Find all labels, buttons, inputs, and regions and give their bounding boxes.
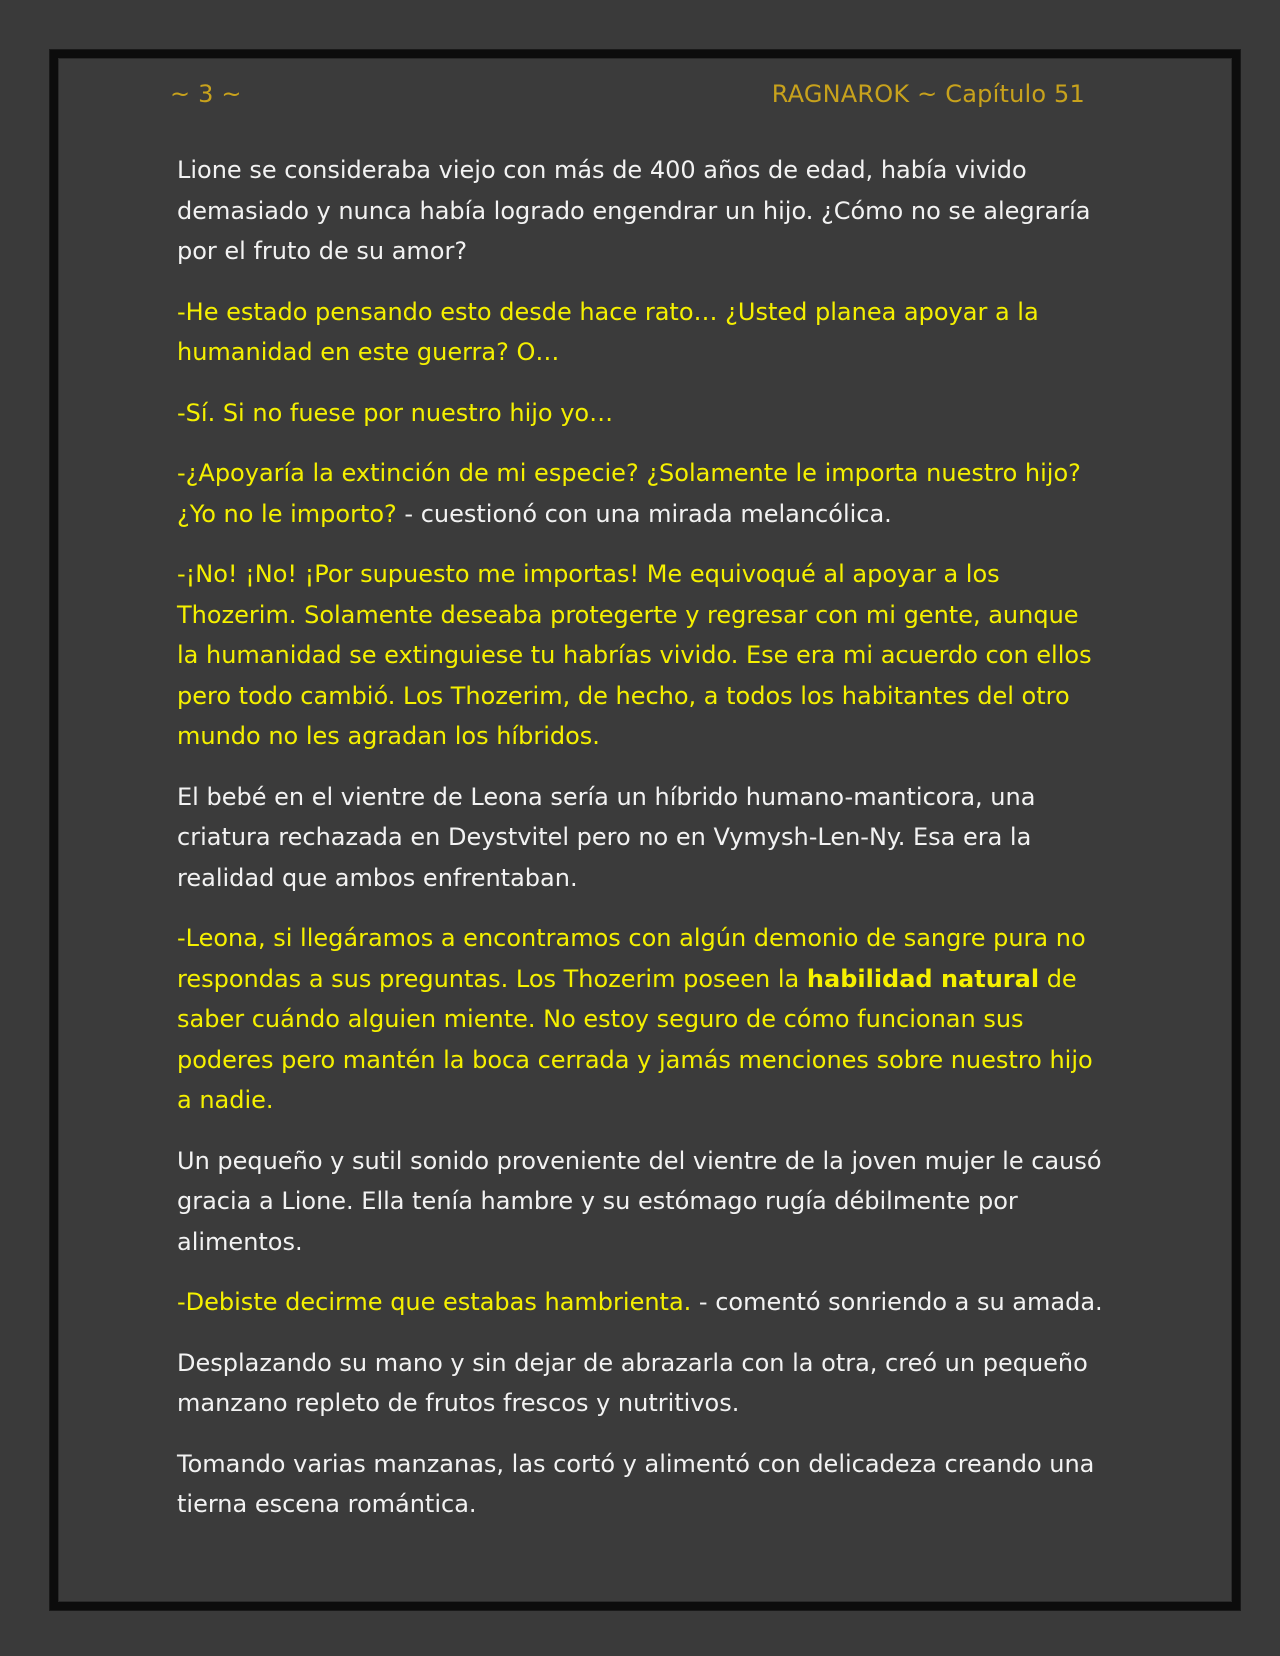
paragraph-narration-3: Un pequeño y sutil sonido proveniente del vientre de la joven mujer le causó gracia a Lione. Ella tenía hambre y su estómago rugía débilmente por alimentos. bbox=[177, 1146, 1102, 1256]
dialogue-text: -¿Apoyaría la extinción de mi especie? ¿Solamente le importa nuestro hijo? ¿Yo no le importo? bbox=[177, 459, 1081, 528]
chapter-title: RAGNAROK ~ Capítulo 51 bbox=[771, 80, 1085, 108]
emphasized-text: habilidad natural bbox=[806, 964, 1040, 993]
dialogue-text: -Leona, si llegáramos a encontramos con algún demonio de sangre pura no respondas a sus preguntas. Los Thozerim poseen la bbox=[177, 924, 1086, 993]
narration-text: - cuestionó con una mirada melancólica. bbox=[396, 499, 892, 528]
dialogue-text: de saber cuándo alguien miente. No estoy seguro de cómo funcionan sus poderes pero mantén la boca cerrada y jamás menciones sobre nuestro hijo a nadie. bbox=[177, 964, 1093, 1114]
page-number: ~ 3 ~ bbox=[170, 80, 242, 108]
paragraph-dialogue-4: -¡No! ¡No! ¡Por supuesto me importas! Me equivoqué al apoyar a los Thozerim. Solamente deseaba protegerte y regresar con mi gente, aunque la humanidad se extinguiese tu habrías vivido. Ese era mi acuerdo con ellos pero todo cambió. Los Thozerim, de hecho, a todos los habitantes del otro mundo no les agradan los híbridos. bbox=[177, 560, 1092, 750]
paragraph-dialogue-2: -Sí. Si no fuese por nuestro hijo yo… bbox=[177, 398, 614, 427]
paragraph-narration-2: El bebé en el vientre de Leona sería un híbrido humano-manticora, una criatura rechazada en Deystvitel pero no en Vymysh-Len-Ny. Esa era la realidad que ambos enfrentaban. bbox=[177, 782, 1036, 892]
paragraph-narration-5: Tomando varias manzanas, las cortó y alimentó con delicadeza creando una tierna escena romántica. bbox=[177, 1449, 1095, 1518]
paragraph-narration-1: Lione se consideraba viejo con más de 400 años de edad, había vivido demasiado y nunca había logrado engendrar un hijo. ¿Cómo no se alegraría por el fruto de su amor? bbox=[177, 156, 1091, 265]
page-header bbox=[170, 76, 1085, 112]
dialogue-text: -Debiste decirme que estabas hambrienta. bbox=[177, 1288, 692, 1316]
paragraph-dialogue-1: -He estado pensando esto desde hace rato… ¿Usted planea apoyar a la humanidad en este guerra? O… bbox=[177, 297, 1039, 366]
narration-text: - comentó sonriendo a su amada. bbox=[691, 1288, 1103, 1316]
paragraph-dialogue-3 bbox=[177, 453, 1107, 534]
paragraph-narration-4: Desplazando su mano y sin dejar de abrazarla con la otra, creó un pequeño manzano repleto de frutos frescos y nutritivos. bbox=[177, 1348, 1088, 1417]
paragraph-dialogue-6 bbox=[177, 1282, 1107, 1323]
page-body bbox=[177, 150, 1107, 1545]
paragraph-dialogue-5 bbox=[177, 918, 1107, 1121]
